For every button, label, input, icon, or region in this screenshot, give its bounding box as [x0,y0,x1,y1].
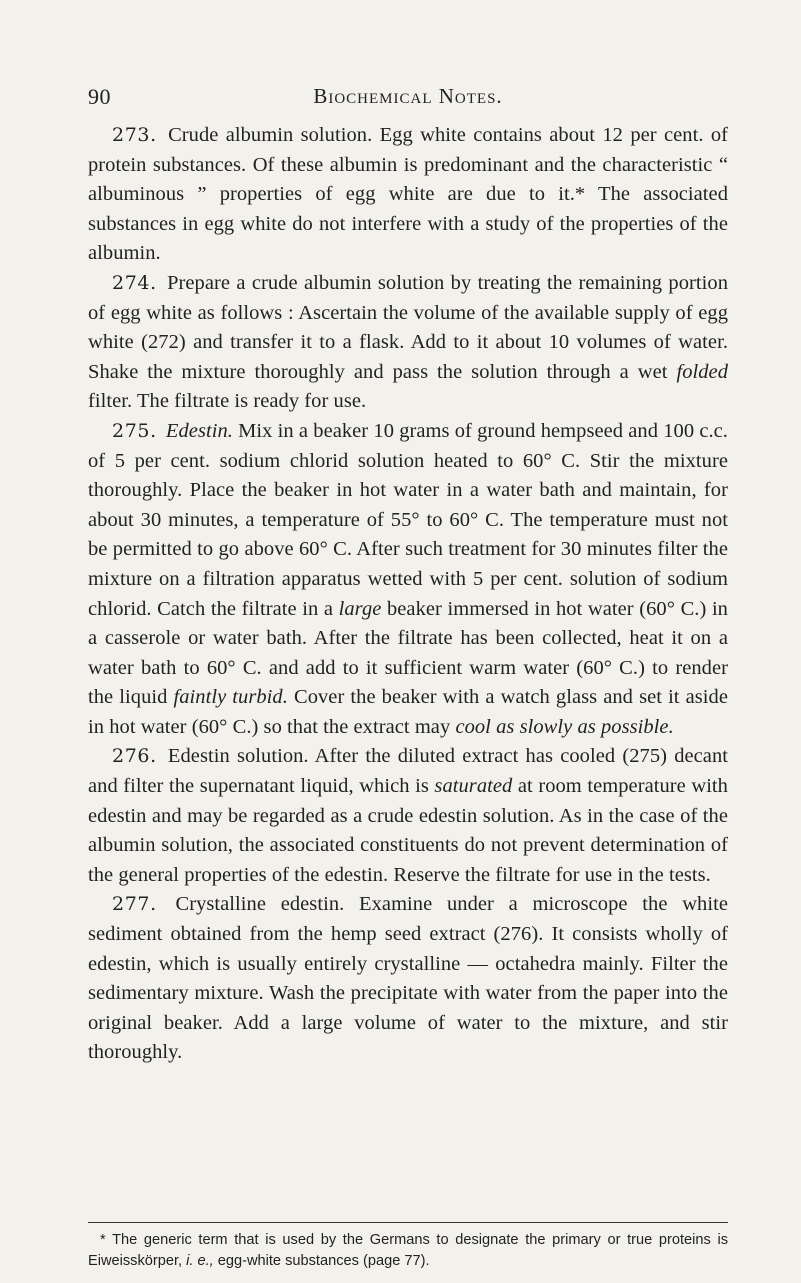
paragraph-number: 277. [112,893,157,916]
page-body [88,121,728,1068]
italic-text: i. e., [186,1253,214,1269]
paragraph-273 [88,121,728,269]
paragraph-274 [88,269,728,417]
paragraph-number: 274. [112,271,157,294]
paragraph-text: beaker immersed in hot water (60° C.) in a casserole or water bath. After the filtrate has been collected, heat it on a water bath to 60° C. and add to it sufficient warm water (60° C.) to render the liquid [88,597,728,709]
running-head: Biochemical Notes. [313,84,503,108]
paragraph-text: Crystalline edestin. Examine under a microscope the white sediment obtained from the hemp seed extract (276). It consists wholly of edestin, which is usually entirely crystalline — octahedra mainly. Filter the sedimentary mixture. Wash the precipitate with water from the paper into the original beaker. Add a large volume of water to the mixture, and stir thoroughly. [88,893,728,1064]
paragraph-text: Cover the beaker with a watch glass and set it aside in hot water (60° C.) so that the extract may [88,686,729,738]
paragraph-277 [88,890,728,1068]
footnote-rule [88,1222,728,1223]
italic-text: large [338,597,382,620]
paragraph-text: Crude albumin solution. Egg white contains about 12 per cent. of protein substances. Of these albumin is predominant and the characteristic “ albuminous ” properties of egg white are due to it.* The associated substances in egg white do not interfere with a study of the properties of the albumin. [88,124,728,265]
page-number: 90 [88,84,111,109]
paragraph-number: 273. [112,124,157,146]
paragraph-text: Edestin solution. After the diluted extract has cooled (275) decant and filter the supernatant liquid, which is [88,745,728,798]
paragraph-number: 275. [112,419,157,442]
italic-text: faintly turbid. [173,686,288,709]
italic-text: folded [676,360,728,383]
paragraph-276 [88,742,728,890]
paragraph-text: filter. The filtrate is ready for use. [88,390,367,413]
paragraph-text: at room temperature with edestin and may be regarded as a crude edestin solution. As in the case of the albumin solution, the associated constituents do not prevent determination of the general properties of the edestin. Reserve the filtrate for use in the tests. [88,775,728,886]
page-header [88,84,728,114]
italic-text: saturated [434,775,513,798]
footnote [88,1230,728,1272]
paragraph-text: Prepare a crude albumin solution by treating the remaining portion of egg white as follows : Ascertain the volume of the available supply of egg white (272) and transfer it to a flask. Add to it about 10 volumes of water. Shake the mixture thoroughly and pass the solution through a wet [88,271,728,383]
paragraph-number: 276. [112,745,157,768]
footnote-text: egg-white substances (page 77). [213,1253,430,1269]
paragraph-text: Mix in a beaker 10 grams of ground hempseed and 100 c.c. of 5 per cent. sodium chlorid solution heated to 60° C. Stir the mixture thoroughly. Place the beaker in hot water in a water bath and maintain, for about 30 minutes, a temperature of 55° to 60° C. The temperature must not be permitted to go above 60° C. After such treatment for 30 minutes filter the mixture on a filtration apparatus wetted with 5 per cent. solution of sodium chlorid. Catch the filtrate in a [88,419,728,620]
italic-text: Edestin. [165,419,233,442]
paragraph-275 [88,417,728,743]
footnote-text: * The generic term that is used by the Germans to designate the primary or true proteins is Eiweisskörper, [88,1232,728,1269]
italic-text: cool as slowly as possible. [455,715,674,738]
